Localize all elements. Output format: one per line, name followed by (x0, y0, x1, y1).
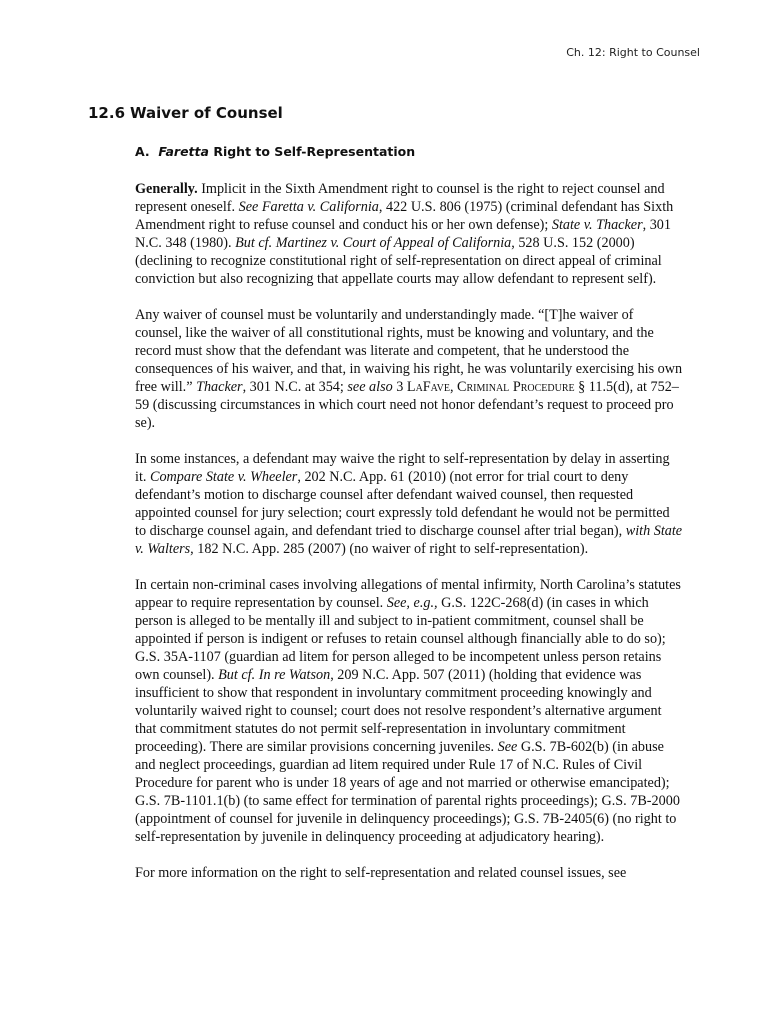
citation-italic: with State v. Walters (135, 523, 683, 557)
text-run: , 528 U.S. 152 (2000) (declining to recognize constitutional right of self-representation on direct appeal of criminal conviction but also recognizing that appellate courts may allow defendant to represent self). (135, 235, 662, 287)
text-run: , 301 N.C. 348 (1980). (135, 217, 671, 251)
text-run: For more information on the right to self-representation and related counsel issues, see (135, 865, 627, 881)
paragraph-waiver-by-delay (135, 450, 683, 558)
citation-italic: see also (347, 379, 393, 395)
subsection-title: Right to Self-Representation (213, 144, 416, 159)
text-run: , 209 N.C. App. 507 (2011) (holding that evidence was insufficient to show that respondent in involuntary commitment proceeding knowingly and voluntarily waived right to counsel; court does not resolve respondent’s alternative argument that commitment statutes do not permit self-representation in involuntary commitment proceeding). There are similar provisions concerning juveniles. (135, 667, 662, 755)
subsection-heading (135, 144, 415, 159)
citation-italic: But cf. In re Watson (218, 667, 331, 683)
text-run: G.S. 122C-268(d) (in cases in which person is alleged to be mentally ill and subject to in-patient commitment, counsel shall be appointed if person is indigent or refuses to retain counsel although financially able to do so); G.S. 35A-1107 (guardian ad litem for person alleged to be incompetent unless person retains own counsel). (135, 595, 666, 683)
text-run: In certain non-criminal cases involving allegations of mental infirmity, North Carolina’s statutes appear to require representation by counsel. (135, 577, 681, 611)
treatise-title: LaFave, Criminal Procedure (406, 379, 575, 395)
paragraph-more-information (135, 864, 683, 882)
section-heading (88, 104, 283, 122)
text-run: G.S. 7B-602(b) (in abuse and neglect proceedings, guardian ad litem required under Rule 17 of N.C. Rules of Civil Procedure for parent who is under 18 years of age and not married or otherwise emancipated); G.S. 7B-1101.1(b) (to same effect for termination of parental rights proceedings); G.S. 7B-2000 (appointment of counsel for juvenile in delinquency proceedings); G.S. 7B-2405(6) (no right to self-representation by juvenile in delinquency proceeding at adjudicatory hearing). (135, 739, 680, 845)
citation-italic: See (497, 739, 518, 755)
text-run: Any waiver of counsel must be voluntarily and understandingly made. “[T]he waiver of counsel, like the waiver of all constitutional rights, must be knowing and voluntary, and the record must show that the defendant was literate and competent, that he understood the consequences of his waiver, and that, in waiving his right, he was voluntarily exercising his own free will.” (135, 307, 683, 395)
text-run: , 301 N.C. at 354; (242, 379, 348, 395)
text-run: , 202 N.C. App. 61 (2010) (not error for trial court to deny defendant’s motion to discharge counsel after defendant waived counsel, then requested appointed counsel for jury selection; court expressly told defendant he would not be permitted to discharge counsel again, and defendant tried to discharge counsel after trial began), (135, 469, 670, 539)
subsection-letter: A. (135, 144, 150, 159)
citation-italic: See Faretta v. California (238, 199, 379, 215)
running-head: Ch. 12: Right to Counsel (566, 46, 700, 59)
text-run: In some instances, a defendant may waive the right to self-representation by delay in asserting it. (135, 451, 670, 485)
text-run: Implicit in the Sixth Amendment right to counsel is the right to reject counsel and represent oneself. (135, 181, 665, 215)
section-number: 12.6 (88, 104, 126, 122)
document-body (135, 180, 683, 900)
citation-italic: See, e.g., (386, 595, 438, 611)
paragraph-generally (135, 180, 683, 288)
citation-italic: State v. Thacker (551, 217, 643, 233)
text-run: 3 (392, 379, 407, 395)
subsection-title-italic: Faretta (158, 144, 209, 159)
citation-italic: Compare State v. Wheeler (149, 469, 298, 485)
citation-italic: But cf. Martinez v. Court of Appeal of California (235, 235, 512, 251)
paragraph-non-criminal-cases (135, 576, 683, 846)
text-run: , 422 U.S. 806 (1975) (criminal defendant has Sixth Amendment right to refuse counsel and conduct his or her own defense); (135, 199, 674, 233)
paragraph-lead: Generally. (135, 181, 198, 197)
section-title: Waiver of Counsel (130, 104, 283, 122)
citation-italic: Thacker (196, 379, 243, 395)
text-run: § 11.5(d), at 752–59 (discussing circumstances in which court need not honor defendant’s request to proceed pro se). (135, 379, 679, 431)
text-run: , 182 N.C. App. 285 (2007) (no waiver of right to self-representation). (190, 541, 589, 557)
paragraph-waiver-standard (135, 306, 683, 432)
